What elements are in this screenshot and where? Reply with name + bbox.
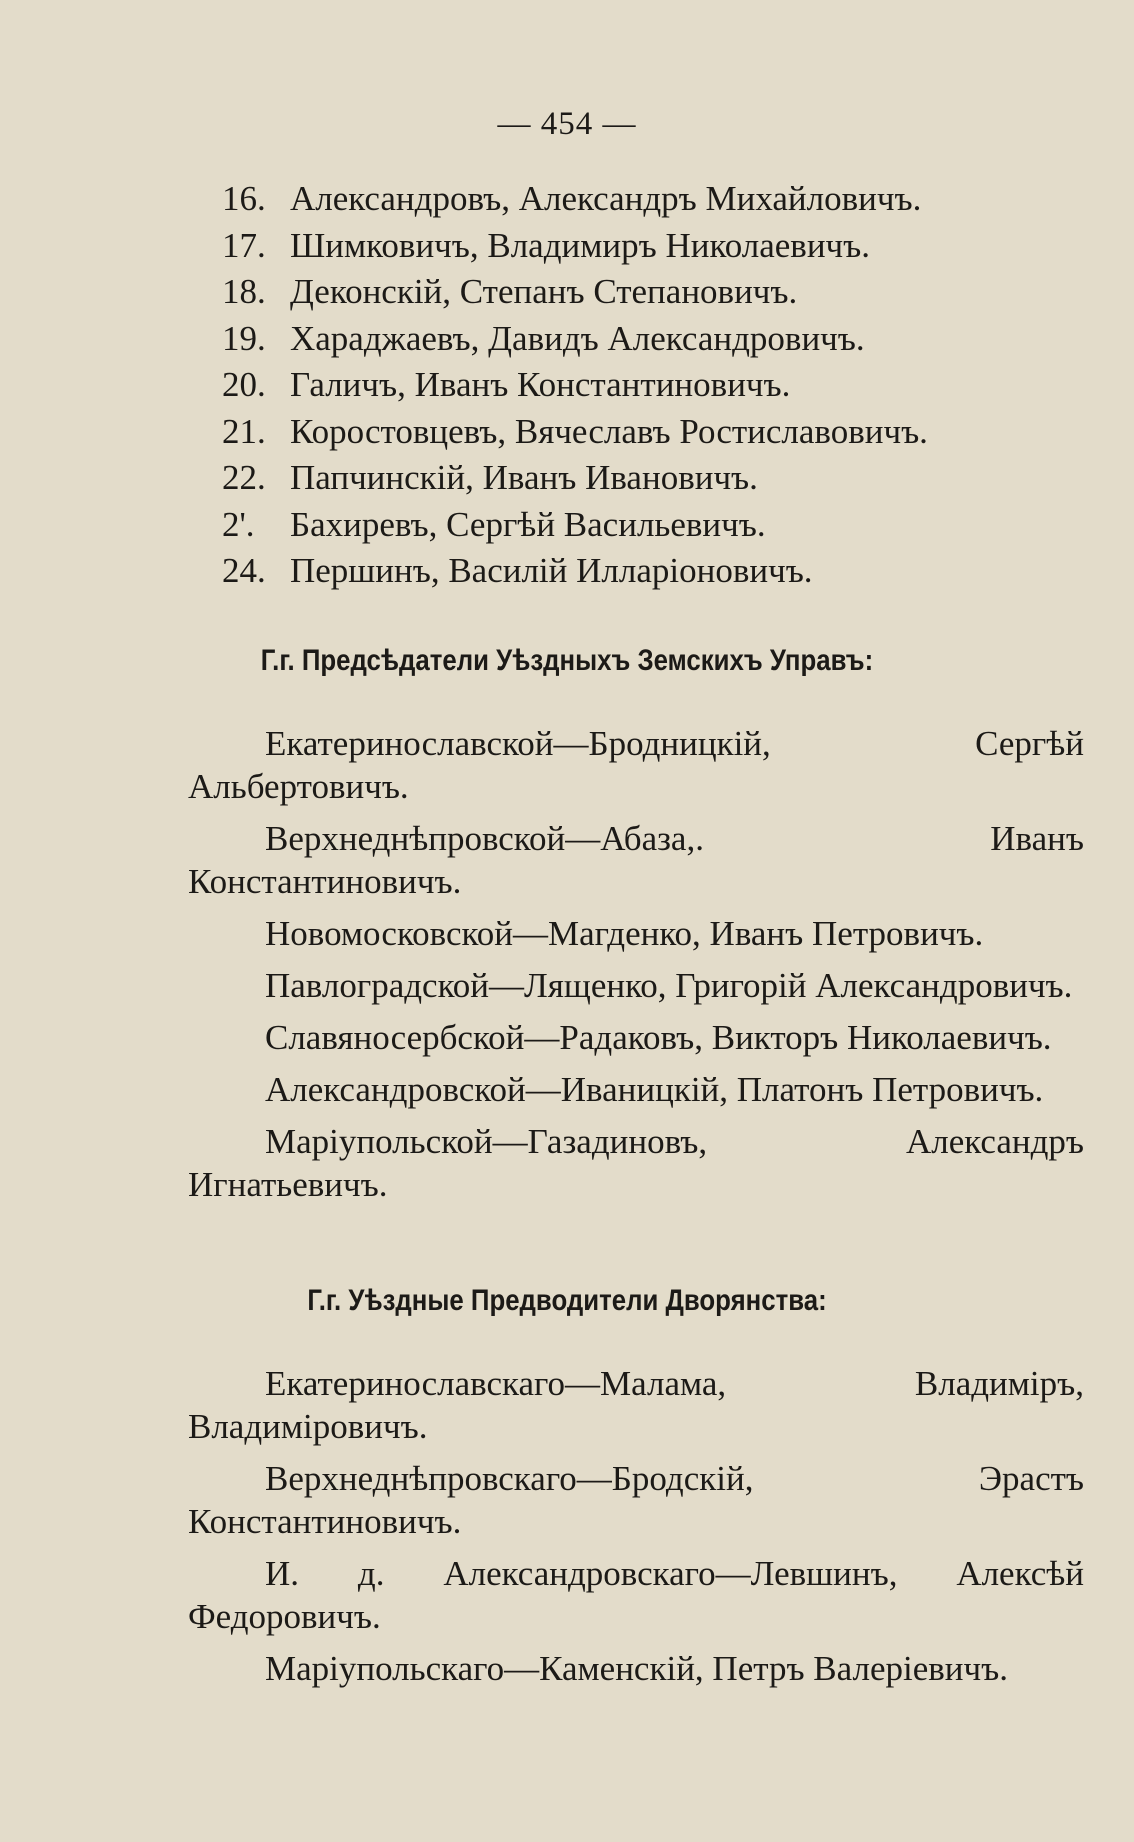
entry-paragraph: Александровской—Иваницкій, Платонъ Петровичъ. — [265, 1070, 1044, 1109]
list-item-number: 22. — [222, 458, 266, 497]
list-item-name: Александровъ, Александръ Михайловичъ. — [290, 179, 922, 218]
entry-paragraph: Верхнеднѣпровской—Абаза,. Иванъ Константиновичъ. — [188, 819, 1084, 901]
list-item-number: 18. — [222, 272, 266, 311]
list-item-number: 19. — [222, 318, 266, 358]
list-item-name: Папчинскій, Иванъ Ивановичъ. — [290, 458, 758, 497]
list-item — [222, 455, 1022, 502]
entry-paragraph: Маріупольскаго—Каменскій, Петръ Валеріевичъ. — [265, 1649, 1008, 1688]
list-item-number: 20. — [222, 365, 266, 404]
chairmen-entries — [188, 722, 1084, 1215]
list-item — [222, 223, 1022, 270]
entry-paragraph: Павлоградской—Лященко, Григорій Александровичъ. — [265, 966, 1073, 1005]
list-item-name: Деконскій, Степанъ Степановичъ. — [290, 272, 798, 311]
list-item-name: Хараджаевъ, Давидъ Александровичъ. — [290, 318, 865, 358]
list-item — [222, 409, 1022, 456]
page-number: — 454 — — [497, 106, 637, 142]
list-item-name: Шимковичъ, Владимиръ Николаевичъ. — [290, 225, 870, 265]
list-item-name: Коростовцевъ, Вячеславъ Ростиславовичъ. — [290, 411, 928, 451]
marshals-entries — [188, 1362, 1084, 1699]
list-item — [222, 316, 1022, 363]
members-list — [222, 176, 1022, 595]
list-item-name: Галичъ, Иванъ Константиновичъ. — [290, 365, 791, 404]
list-item-number: 24. — [222, 551, 266, 590]
section-heading-chairmen: Г.г. Предсѣдатели Уѣздныхъ Земскихъ Управъ: — [260, 644, 874, 677]
list-item — [222, 502, 1022, 549]
list-item-name: Бахиревъ, Сергѣй Васильевичъ. — [290, 504, 766, 544]
section-heading-marshals: Г.г. Уѣздные Предводители Дворянства: — [307, 1284, 827, 1317]
list-item-number: 2'. — [222, 504, 255, 544]
entry-paragraph: Верхнеднѣпровскаго—Бродскій, Эрастъ Константиновичъ. — [188, 1459, 1084, 1541]
list-item — [222, 362, 1022, 409]
entry-paragraph: Новомосковской—Магденко, Иванъ Петровичъ. — [265, 914, 984, 953]
list-item-number: 17. — [222, 225, 266, 265]
entry-paragraph: Екатеринославской—Бродницкій, Сергѣй Альбертовичъ. — [188, 724, 1084, 806]
entry-paragraph: Маріупольской—Газадиновъ, Александръ Игнатьевичъ. — [188, 1122, 1084, 1204]
list-item-number: 16. — [222, 179, 266, 218]
entry-paragraph: Екатеринославскаго—Малама, Владиміръ, Владиміровичъ. — [188, 1364, 1084, 1446]
list-item — [222, 176, 1022, 223]
list-item — [222, 548, 1022, 595]
entry-paragraph: Славяносербской—Радаковъ, Викторъ Николаевичъ. — [265, 1018, 1052, 1057]
list-item-number: 21. — [222, 411, 266, 451]
entry-paragraph: И. д. Александровскаго—Левшинъ, Алексѣй Федоровичъ. — [188, 1554, 1084, 1636]
list-item-name: Першинъ, Василій Илларіоновичъ. — [290, 551, 813, 590]
list-item — [222, 269, 1022, 316]
